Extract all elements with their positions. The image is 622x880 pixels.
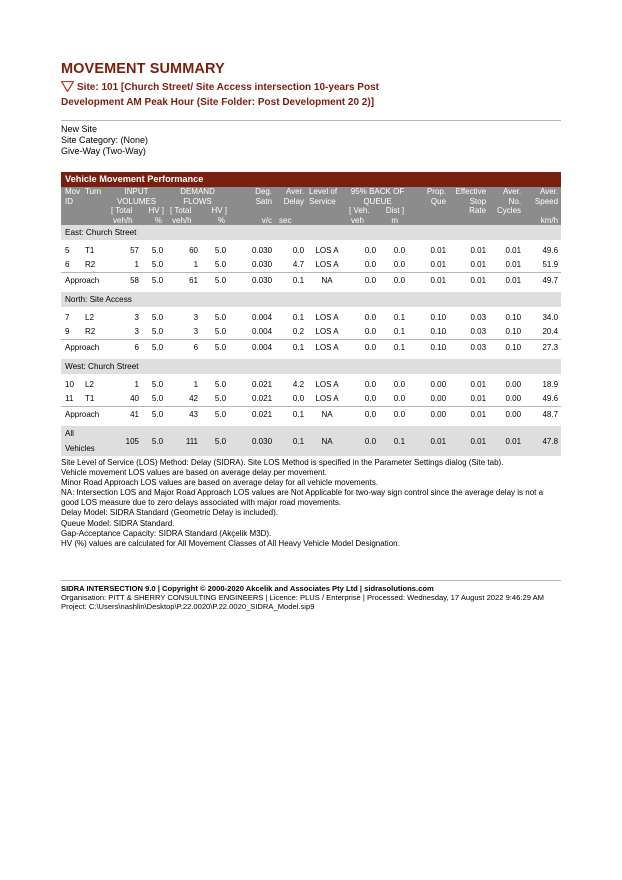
table-cell: 0.0 (347, 392, 379, 407)
table-cell: LOS A (307, 258, 347, 273)
table-cell: 5 (61, 244, 85, 258)
table-title: Vehicle Movement Performance (61, 172, 561, 187)
table-cell: 5.0 (142, 273, 166, 289)
table-cell: T1 (85, 392, 107, 407)
table-cell: 5.0 (142, 392, 166, 407)
table-cell: 0.021 (229, 407, 275, 423)
table-cell: 0.030 (229, 258, 275, 273)
section-header-row (61, 225, 561, 240)
give-way-triangle-icon (61, 81, 74, 96)
table-row (61, 244, 561, 258)
table-cell: 0.0 (347, 340, 379, 356)
approach-row (61, 273, 561, 289)
header-turn: Turn (85, 187, 107, 225)
table-cell: 0.01 (408, 426, 449, 456)
table-cell: 0.10 (408, 340, 449, 356)
table-cell: 5.0 (201, 340, 229, 356)
section-name: North: Site Access (61, 292, 561, 307)
table-cell: 0.1 (379, 325, 408, 340)
table-cell: 0.021 (229, 392, 275, 407)
table-cell: 7 (61, 311, 85, 325)
table-cell: 5.0 (201, 273, 229, 289)
table-cell: 5.0 (142, 258, 166, 273)
table-cell: 0.10 (489, 325, 524, 340)
note-line: Gap-Acceptance Capacity: SIDRA Standard (Akçelik M3D). (61, 528, 272, 538)
table-cell: 0.0 (275, 392, 307, 407)
table-cell: 40 (107, 392, 142, 407)
header-back-of-queue: 95% BACK OF QUEUE [ Veh. Dist ] veh m (347, 187, 408, 225)
table-cell: 5.0 (201, 325, 229, 340)
table-cell: 0.0 (347, 407, 379, 423)
table-cell: 0.01 (489, 244, 524, 258)
header-aver-speed: Aver. Speed km/h (524, 187, 561, 225)
table-cell: 5.0 (142, 244, 166, 258)
table-cell: 0.030 (229, 244, 275, 258)
movement-performance-table (61, 172, 561, 456)
table-cell: L2 (85, 378, 107, 392)
table-cell: 0.00 (408, 407, 449, 423)
table-cell: 11 (61, 392, 85, 407)
table-cell: 0.01 (408, 273, 449, 289)
table-cell: 0.0 (379, 392, 408, 407)
table-cell: 0.01 (408, 244, 449, 258)
table-cell: 5.0 (201, 258, 229, 273)
table-cell: LOS A (307, 392, 347, 407)
table-cell: 0.01 (489, 426, 524, 456)
table-cell: 0.10 (489, 340, 524, 356)
table-cell: R2 (85, 325, 107, 340)
table-cell: 0.10 (408, 325, 449, 340)
note-line: Queue Model: SIDRA Standard. (61, 518, 175, 528)
table-cell: 0.0 (379, 407, 408, 423)
table-cell: 60 (166, 244, 201, 258)
table-cell: 0.0 (347, 378, 379, 392)
table-cell: 5.0 (142, 340, 166, 356)
table-cell: 4.2 (275, 378, 307, 392)
footer-project: Project: C:\Users\nashlin\Desktop\P.22.0020\P.22.0020_SIDRA_Model.sip9 (61, 602, 315, 612)
site-info (61, 124, 148, 157)
section-name: East: Church Street (61, 225, 561, 240)
table-cell: 34.0 (524, 311, 561, 325)
footer-divider (61, 580, 561, 581)
table-cell: 1 (166, 258, 201, 273)
table-cell: 0.01 (489, 273, 524, 289)
table-cell: 0.00 (489, 407, 524, 423)
table-cell: 3 (107, 325, 142, 340)
table-cell: 0.03 (449, 340, 489, 356)
table-cell: 0.00 (489, 392, 524, 407)
table-cell: 0.0 (347, 426, 379, 456)
table-cell: 41 (107, 407, 142, 423)
table-row (61, 258, 561, 273)
footer (61, 584, 561, 612)
footer-organisation: Organisation: PITT & SHERRY CONSULTING ENGINEERS | Licence: PLUS / Enterprise | Processed: Wednesday, 17 August 2022 9:46:29 AM (61, 593, 544, 603)
table-cell: 0.10 (489, 311, 524, 325)
section-header-row (61, 359, 561, 374)
table-row (61, 378, 561, 392)
table-cell: 0.01 (449, 258, 489, 273)
table-cell: 0.1 (379, 311, 408, 325)
site-control: Give-Way (Two-Way) (61, 146, 146, 156)
table-cell: 0.01 (449, 378, 489, 392)
table-cell: 0.0 (347, 325, 379, 340)
header-prop-que: Prop. Que (408, 187, 449, 225)
page-title: MOVEMENT SUMMARY (61, 61, 225, 77)
table-cell: 0.10 (408, 311, 449, 325)
section-name: West: Church Street (61, 359, 561, 374)
table-cell: 0.021 (229, 378, 275, 392)
table-cell: T1 (85, 244, 107, 258)
table-cell: 49.6 (524, 244, 561, 258)
table-cell: 3 (107, 311, 142, 325)
header-demand-flows: DEMAND FLOWS [ Total HV ] veh/h % (166, 187, 229, 225)
table-cell: NA (307, 426, 347, 456)
table-cell: 0.004 (229, 340, 275, 356)
table-cell: 48.7 (524, 407, 561, 423)
table-cell: LOS A (307, 340, 347, 356)
note-line: NA: Intersection LOS and Major Road Approach LOS values are Not Applicable for two-way sign control since the average delay is not a good LOS measure due to zero delays associated with major road movements. (61, 488, 544, 508)
approach-label: Approach (61, 340, 107, 356)
table-cell: 49.6 (524, 392, 561, 407)
table-cell: 0.004 (229, 325, 275, 340)
performance-table (61, 187, 561, 456)
table-cell: 0.00 (408, 378, 449, 392)
table-cell: 5.0 (201, 378, 229, 392)
table-row (61, 325, 561, 340)
table-cell: 51.9 (524, 258, 561, 273)
table-cell: 1 (166, 378, 201, 392)
all-label-line: All (65, 429, 74, 438)
table-cell: 0.1 (275, 340, 307, 356)
table-cell: 0.00 (489, 378, 524, 392)
table-cell: 0.030 (229, 273, 275, 289)
table-row (61, 311, 561, 325)
table-cell: 0.0 (347, 258, 379, 273)
table-cell: 49.7 (524, 273, 561, 289)
heading-divider (61, 120, 561, 121)
table-cell: 3 (166, 311, 201, 325)
table-cell: 20.4 (524, 325, 561, 340)
table-cell: 5.0 (142, 426, 166, 456)
table-cell: 0.1 (379, 340, 408, 356)
table-cell: 5.0 (142, 407, 166, 423)
approach-row (61, 340, 561, 356)
table-cell: 0.0 (347, 273, 379, 289)
table-cell: LOS A (307, 325, 347, 340)
table-cell: 58 (107, 273, 142, 289)
table-cell: 6 (107, 340, 142, 356)
approach-label: Approach (61, 273, 107, 289)
table-cell: 0.0 (347, 311, 379, 325)
table-cell: 0.01 (449, 392, 489, 407)
header-aver-delay: Aver. Delay sec (275, 187, 307, 225)
table-cell: LOS A (307, 378, 347, 392)
notes-block (61, 458, 563, 549)
site-name: New Site (61, 124, 98, 134)
table-cell: 0.0 (379, 273, 408, 289)
table-cell: 0.00 (408, 392, 449, 407)
table-cell: 43 (166, 407, 201, 423)
table-cell: 0.2 (275, 325, 307, 340)
table-cell: 5.0 (201, 426, 229, 456)
table-cell: 0.01 (449, 244, 489, 258)
table-cell: 57 (107, 244, 142, 258)
table-cell: 0.1 (379, 426, 408, 456)
table-cell: 105 (107, 426, 142, 456)
table-cell: 9 (61, 325, 85, 340)
table-cell: NA (307, 273, 347, 289)
table-cell: 1 (107, 258, 142, 273)
note-line: Minor Road Approach LOS values are based on average delay for all vehicle movements. (61, 478, 379, 488)
table-cell: 27.3 (524, 340, 561, 356)
all-label-line: Vehicles (65, 444, 95, 453)
table-cell: 0.0 (275, 244, 307, 258)
table-cell: 5.0 (201, 311, 229, 325)
table-header-row (61, 187, 561, 225)
table-cell: 0.1 (275, 426, 307, 456)
table-cell: 47.8 (524, 426, 561, 456)
table-cell: 0.01 (449, 407, 489, 423)
table-cell: 0.03 (449, 311, 489, 325)
table-cell: 0.01 (489, 258, 524, 273)
table-cell: 5.0 (201, 392, 229, 407)
table-cell: 3 (166, 325, 201, 340)
table-cell: 0.0 (347, 244, 379, 258)
header-aver-no-cycles: Aver. No. Cycles (489, 187, 524, 225)
approach-label: Approach (61, 407, 107, 423)
table-cell: 5.0 (142, 378, 166, 392)
table-cell: L2 (85, 311, 107, 325)
table-cell: LOS A (307, 311, 347, 325)
table-cell: 10 (61, 378, 85, 392)
table-cell: 5.0 (142, 311, 166, 325)
all-vehicles-label (61, 426, 107, 456)
header-input-volumes: INPUT VOLUMES [ Total HV ] veh/h % (107, 187, 166, 225)
approach-row (61, 407, 561, 423)
table-cell: 1 (107, 378, 142, 392)
site-heading-block (61, 81, 391, 109)
footer-copyright: SIDRA INTERSECTION 9.0 | Copyright © 2000-2020 Akcelik and Associates Pty Ltd | sidrasolutions.com (61, 584, 434, 593)
header-effective-stop-rate: Effective Stop Rate (449, 187, 489, 225)
table-cell: LOS A (307, 244, 347, 258)
header-deg-satn: Deg. Satn v/c (229, 187, 275, 225)
table-cell: 0.1 (275, 273, 307, 289)
table-cell: R2 (85, 258, 107, 273)
table-cell: 0.01 (449, 426, 489, 456)
table-cell: 18.9 (524, 378, 561, 392)
table-cell: 0.01 (449, 273, 489, 289)
note-line: HV (%) values are calculated for All Movement Classes of All Heavy Vehicle Model Designation. (61, 538, 400, 548)
table-cell: 61 (166, 273, 201, 289)
table-cell: 5.0 (201, 244, 229, 258)
table-cell: 4.7 (275, 258, 307, 273)
table-cell: 6 (166, 340, 201, 356)
table-cell: 0.1 (275, 407, 307, 423)
note-line: Vehicle movement LOS values are based on average delay per movement. (61, 468, 327, 478)
all-vehicles-row (61, 426, 561, 456)
table-cell: 0.004 (229, 311, 275, 325)
header-mov-id: Mov ID (61, 187, 85, 225)
section-header-row (61, 292, 561, 307)
site-heading: Site: 101 [Church Street/ Site Access intersection 10-years Post Development AM Peak Hour (Site Folder: Post Development 20 2)] (61, 82, 379, 108)
note-line: Delay Model: SIDRA Standard (Geometric Delay is included). (61, 508, 278, 518)
table-cell: 111 (166, 426, 201, 456)
table-cell: 0.01 (408, 258, 449, 273)
table-cell: NA (307, 407, 347, 423)
site-category: Site Category: (None) (61, 135, 149, 145)
table-cell: 0.0 (379, 378, 408, 392)
table-cell: 0.1 (275, 311, 307, 325)
table-body (61, 225, 561, 456)
table-cell: 0.0 (379, 258, 408, 273)
table-cell: 0.030 (229, 426, 275, 456)
table-cell: 42 (166, 392, 201, 407)
header-level-of-service: Level of Service (307, 187, 347, 225)
table-row (61, 392, 561, 407)
table-cell: 5.0 (201, 407, 229, 423)
table-cell: 0.03 (449, 325, 489, 340)
table-cell: 5.0 (142, 325, 166, 340)
note-line: Site Level of Service (LOS) Method: Delay (SIDRA). Site LOS Method is specified in the Parameter Settings dialog (Site tab). (61, 458, 504, 467)
table-cell: 6 (61, 258, 85, 273)
table-cell: 0.0 (379, 244, 408, 258)
